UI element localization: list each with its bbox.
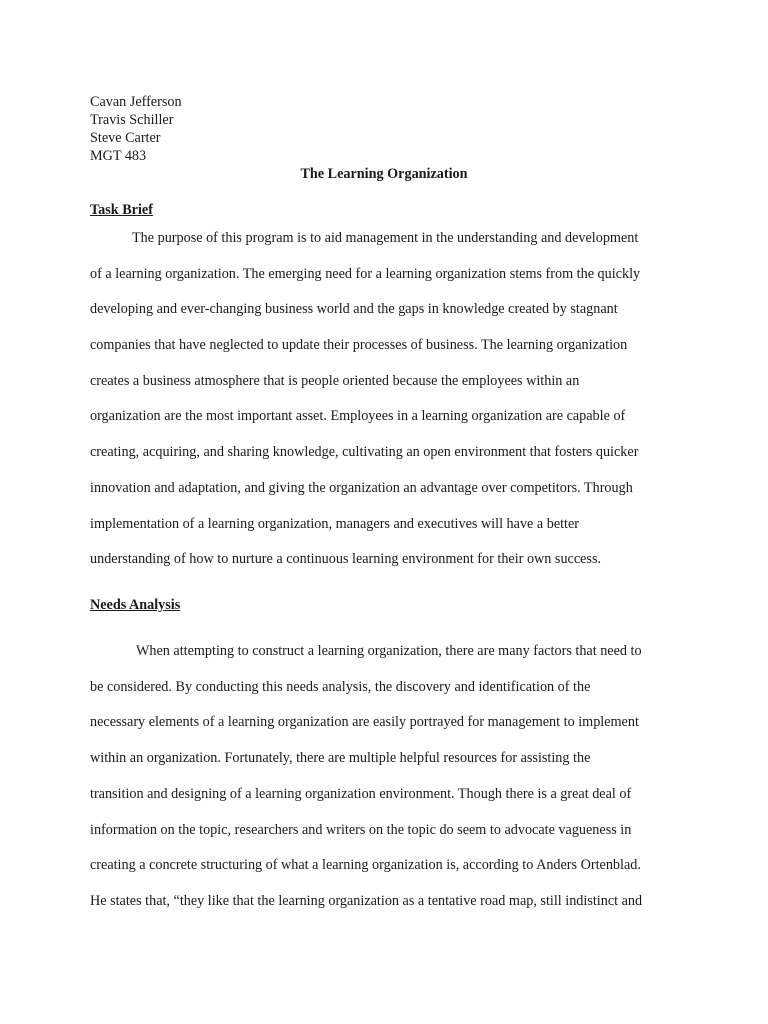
author-name: Travis Schiller xyxy=(90,112,174,128)
paragraph-line: necessary elements of a learning organization are easily portrayed for management to implement xyxy=(90,714,639,730)
paragraph-line: implementation of a learning organization, managers and executives will have a better xyxy=(90,516,580,532)
paragraph-line: When attempting to construct a learning organization, there are many factors that need to xyxy=(136,643,642,659)
paragraph-line: creating, acquiring, and sharing knowledge, cultivating an open environment that fosters quicker xyxy=(90,444,639,460)
paragraph-line: creates a business atmosphere that is people oriented because the employees within an xyxy=(90,373,580,389)
paragraph-line: creating a concrete structuring of what a learning organization is, according to Anders Ortenblad. xyxy=(90,857,641,873)
author-name: Cavan Jefferson xyxy=(90,94,182,110)
paragraph-line: organization are the most important asset. Employees in a learning organization are capable of xyxy=(90,408,626,424)
paragraph-line: innovation and adaptation, and giving the organization an advantage over competitors. Through xyxy=(90,480,633,496)
paragraph-line: information on the topic, researchers and writers on the topic do seem to advocate vagueness in xyxy=(90,822,632,838)
paragraph-line: developing and ever-changing business world and the gaps in knowledge created by stagnant xyxy=(90,301,618,317)
paragraph-line: The purpose of this program is to aid management in the understanding and development xyxy=(132,230,639,246)
course-code: MGT 483 xyxy=(90,148,147,164)
paragraph-line: be considered. By conducting this needs analysis, the discovery and identification of the xyxy=(90,679,591,695)
author-block xyxy=(90,93,182,165)
paragraph-line: He states that, “they like that the learning organization as a tentative road map, still indistinct and xyxy=(90,893,643,909)
paragraph-line: companies that have neglected to update their processes of business. The learning organization xyxy=(90,337,628,353)
section-heading-task-brief: Task Brief xyxy=(90,202,153,218)
section-heading-needs-analysis: Needs Analysis xyxy=(90,597,181,613)
paragraph-line: transition and designing of a learning organization environment. Though there is a great deal of xyxy=(90,786,632,802)
paragraph-line: understanding of how to nurture a continuous learning environment for their own success. xyxy=(90,551,602,567)
paragraph-line: within an organization. Fortunately, there are multiple helpful resources for assisting the xyxy=(90,750,591,766)
document-title: The Learning Organization xyxy=(300,166,468,182)
paragraph-line: of a learning organization. The emerging need for a learning organization stems from the quickly xyxy=(90,266,641,282)
author-name: Steve Carter xyxy=(90,130,161,146)
